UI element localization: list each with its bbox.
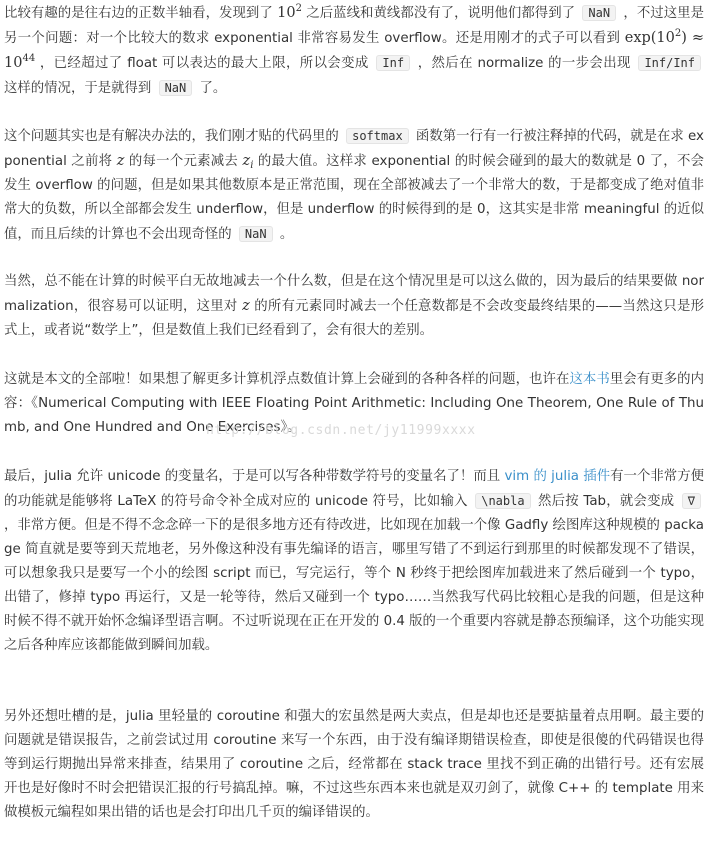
inline-code-nabla: \nabla	[475, 493, 530, 509]
book-link[interactable]: 这本书	[569, 372, 610, 387]
watermark: http://blog.csdn.net/jy11999xxxx	[206, 423, 476, 438]
paragraph-book	[4, 368, 704, 440]
text: 这样的情况，于是就得到	[4, 81, 156, 96]
text: ，不过这里是另一个问题：对一个比较大的数求 exponential 非常容易发生 overflow。还是用刚才的式子可以看到	[4, 6, 704, 46]
inline-code-inf-div-inf: Inf/Inf	[638, 55, 701, 71]
paragraph-julia-unicode	[4, 465, 704, 658]
text: 这就是本文的全部啦！如果想了解更多计算机浮点数值计算上会碰到的各种各样的问题，也许在	[4, 372, 570, 387]
text: ，然后在 normalize 的一步会出现	[413, 56, 636, 71]
text: 。	[275, 227, 294, 242]
paragraph-solution	[4, 124, 704, 247]
math-z: z	[242, 298, 250, 314]
inline-code-nabla-symbol: ∇	[682, 493, 701, 509]
text: 之后蓝线和黄线都没有了，说明他们都得到了	[301, 6, 580, 21]
text: 另外还想吐槽的是，julia 里轻量的 coroutine 和强大的宏虽然是两大卖点，但是却也还是要掂量着点用啊。最主要的问题就是错误报告，之前尝试过用 coroutine 来写一个东西，由于没有编译期错误检查，即使是很傻的代码错误也得等到运行期抛出异常来排查，结果用了 coroutine 之后，经常都在 stack trace 里找不到正确的出错行号。还有宏展开也是好像时不时会把错误汇报的行号搞乱掉。嘛，不过这些东西本来也就是双刃剑了，就像 C++ 的 template 用来做模板元编程如果出错的话也是会打印出几千页的编译错误的。	[4, 709, 704, 820]
inline-code-nan: NaN	[582, 5, 616, 21]
text: 然后按 Tab，就会变成	[533, 494, 679, 509]
inline-code-nan: NaN	[159, 80, 193, 96]
text: ，非常方便。但是不得不念念碎一下的是很多地方还有待改进，比如现在加载一个像 Gadfly 绘图库这种规模的 package 简直就是要等到天荒地老，另外像这种没有事先编译的语言，哪里写错了不到运行到那里的时候都发现不了错误，可以想象我只是要写一个小的绘图 script 而已，写完运行，等个 N 秒终于把绘图库加载进来了然后碰到一个 typo，出错了，修掉 typo 再运行，又是一轮等待，然后又碰到一个 typo……当然我写代码比较粗心是我的问题，但是这种时候不得不就开始怀念编译型语言啊。不过听说现在正在开发的 0.4 版的一个重要内容就是静态预编译，这个功能实现之后各种库应该都能做到瞬间加载。	[4, 518, 704, 653]
text: 的最大值。这样求 exponential 的时候会碰到的最大的数就是 0 了，不会发生 overflow 的问题，但是如果其他数原本是正常范围，现在全部被减去了一个非常大的数，于是都变成了绝对值非常大的负数，所以全部都会发生 underflow，但是 underflow 的时候得到的是 0，这其实是非常 meaningful 的近似值，而且后续的计算也不会出现奇怪的	[4, 154, 704, 242]
math-z-i	[243, 153, 254, 169]
math-base: 10	[277, 5, 296, 21]
text: 比较有趣的是往右边的正数半轴看，发现到了	[4, 6, 278, 21]
math-part: exp(10	[624, 30, 675, 46]
text: 函数第一行有一行被注释掉的代码，就是在求 exponential 之前将	[4, 129, 704, 169]
inline-code-inf: Inf	[376, 55, 410, 71]
math-z: z	[116, 153, 125, 169]
text: 这个问题其实也是有解决办法的，我们刚才贴的代码里的	[4, 129, 344, 144]
text: 的所有元素同时减去一个任意数都是不会改变最终结果的——当然这只是形式上，或者说“数学上”，但是数值上我们已经看到了，会有很大的差别。	[4, 299, 704, 338]
paragraph-normalization	[4, 270, 704, 343]
text: 里会有更多的内容：《Numerical Computing with IEEE Floating Point Arithmetic: Including One Theorem, One Rule of Thumb, and One Hundred and One Exercises》。	[4, 372, 705, 435]
inline-code-softmax: softmax	[346, 128, 409, 144]
math-ten-squared	[277, 5, 302, 21]
math-exponent: 2	[674, 28, 682, 39]
math-exponent: 2	[295, 3, 302, 14]
math-subscript: i	[250, 160, 254, 171]
vim-julia-plugin-link[interactable]: vim 的 julia 插件	[504, 469, 611, 484]
math-exponent: 44	[22, 53, 36, 64]
text: 有一个非常方便的功能就是能够将 LaTeX 的符号命令补全成对应的 unicode 符号，比如输入	[4, 469, 704, 509]
inline-code-nan: NaN	[239, 226, 273, 242]
paragraph-overflow	[4, 1, 704, 101]
text: 最后，julia 允许 unicode 的变量名，于是可以写各种带数学符号的变量名了！而且	[4, 469, 505, 484]
text: 了。	[195, 81, 227, 96]
text: 的每一个元素减去	[124, 154, 243, 169]
text: ，已经超过了 float 可以表达的最大上限，所以会变成	[35, 56, 374, 71]
math-var: z	[242, 153, 251, 169]
text: 当然，总不能在计算的时候平白无故地减去一个什么数，但是在这个情况里是可以这么做的，因为最后的结果要做 normalization，很容易可以证明，这里对	[4, 274, 704, 314]
paragraph-coroutine	[4, 705, 704, 825]
math-part: ) ≈ 10	[4, 30, 704, 71]
